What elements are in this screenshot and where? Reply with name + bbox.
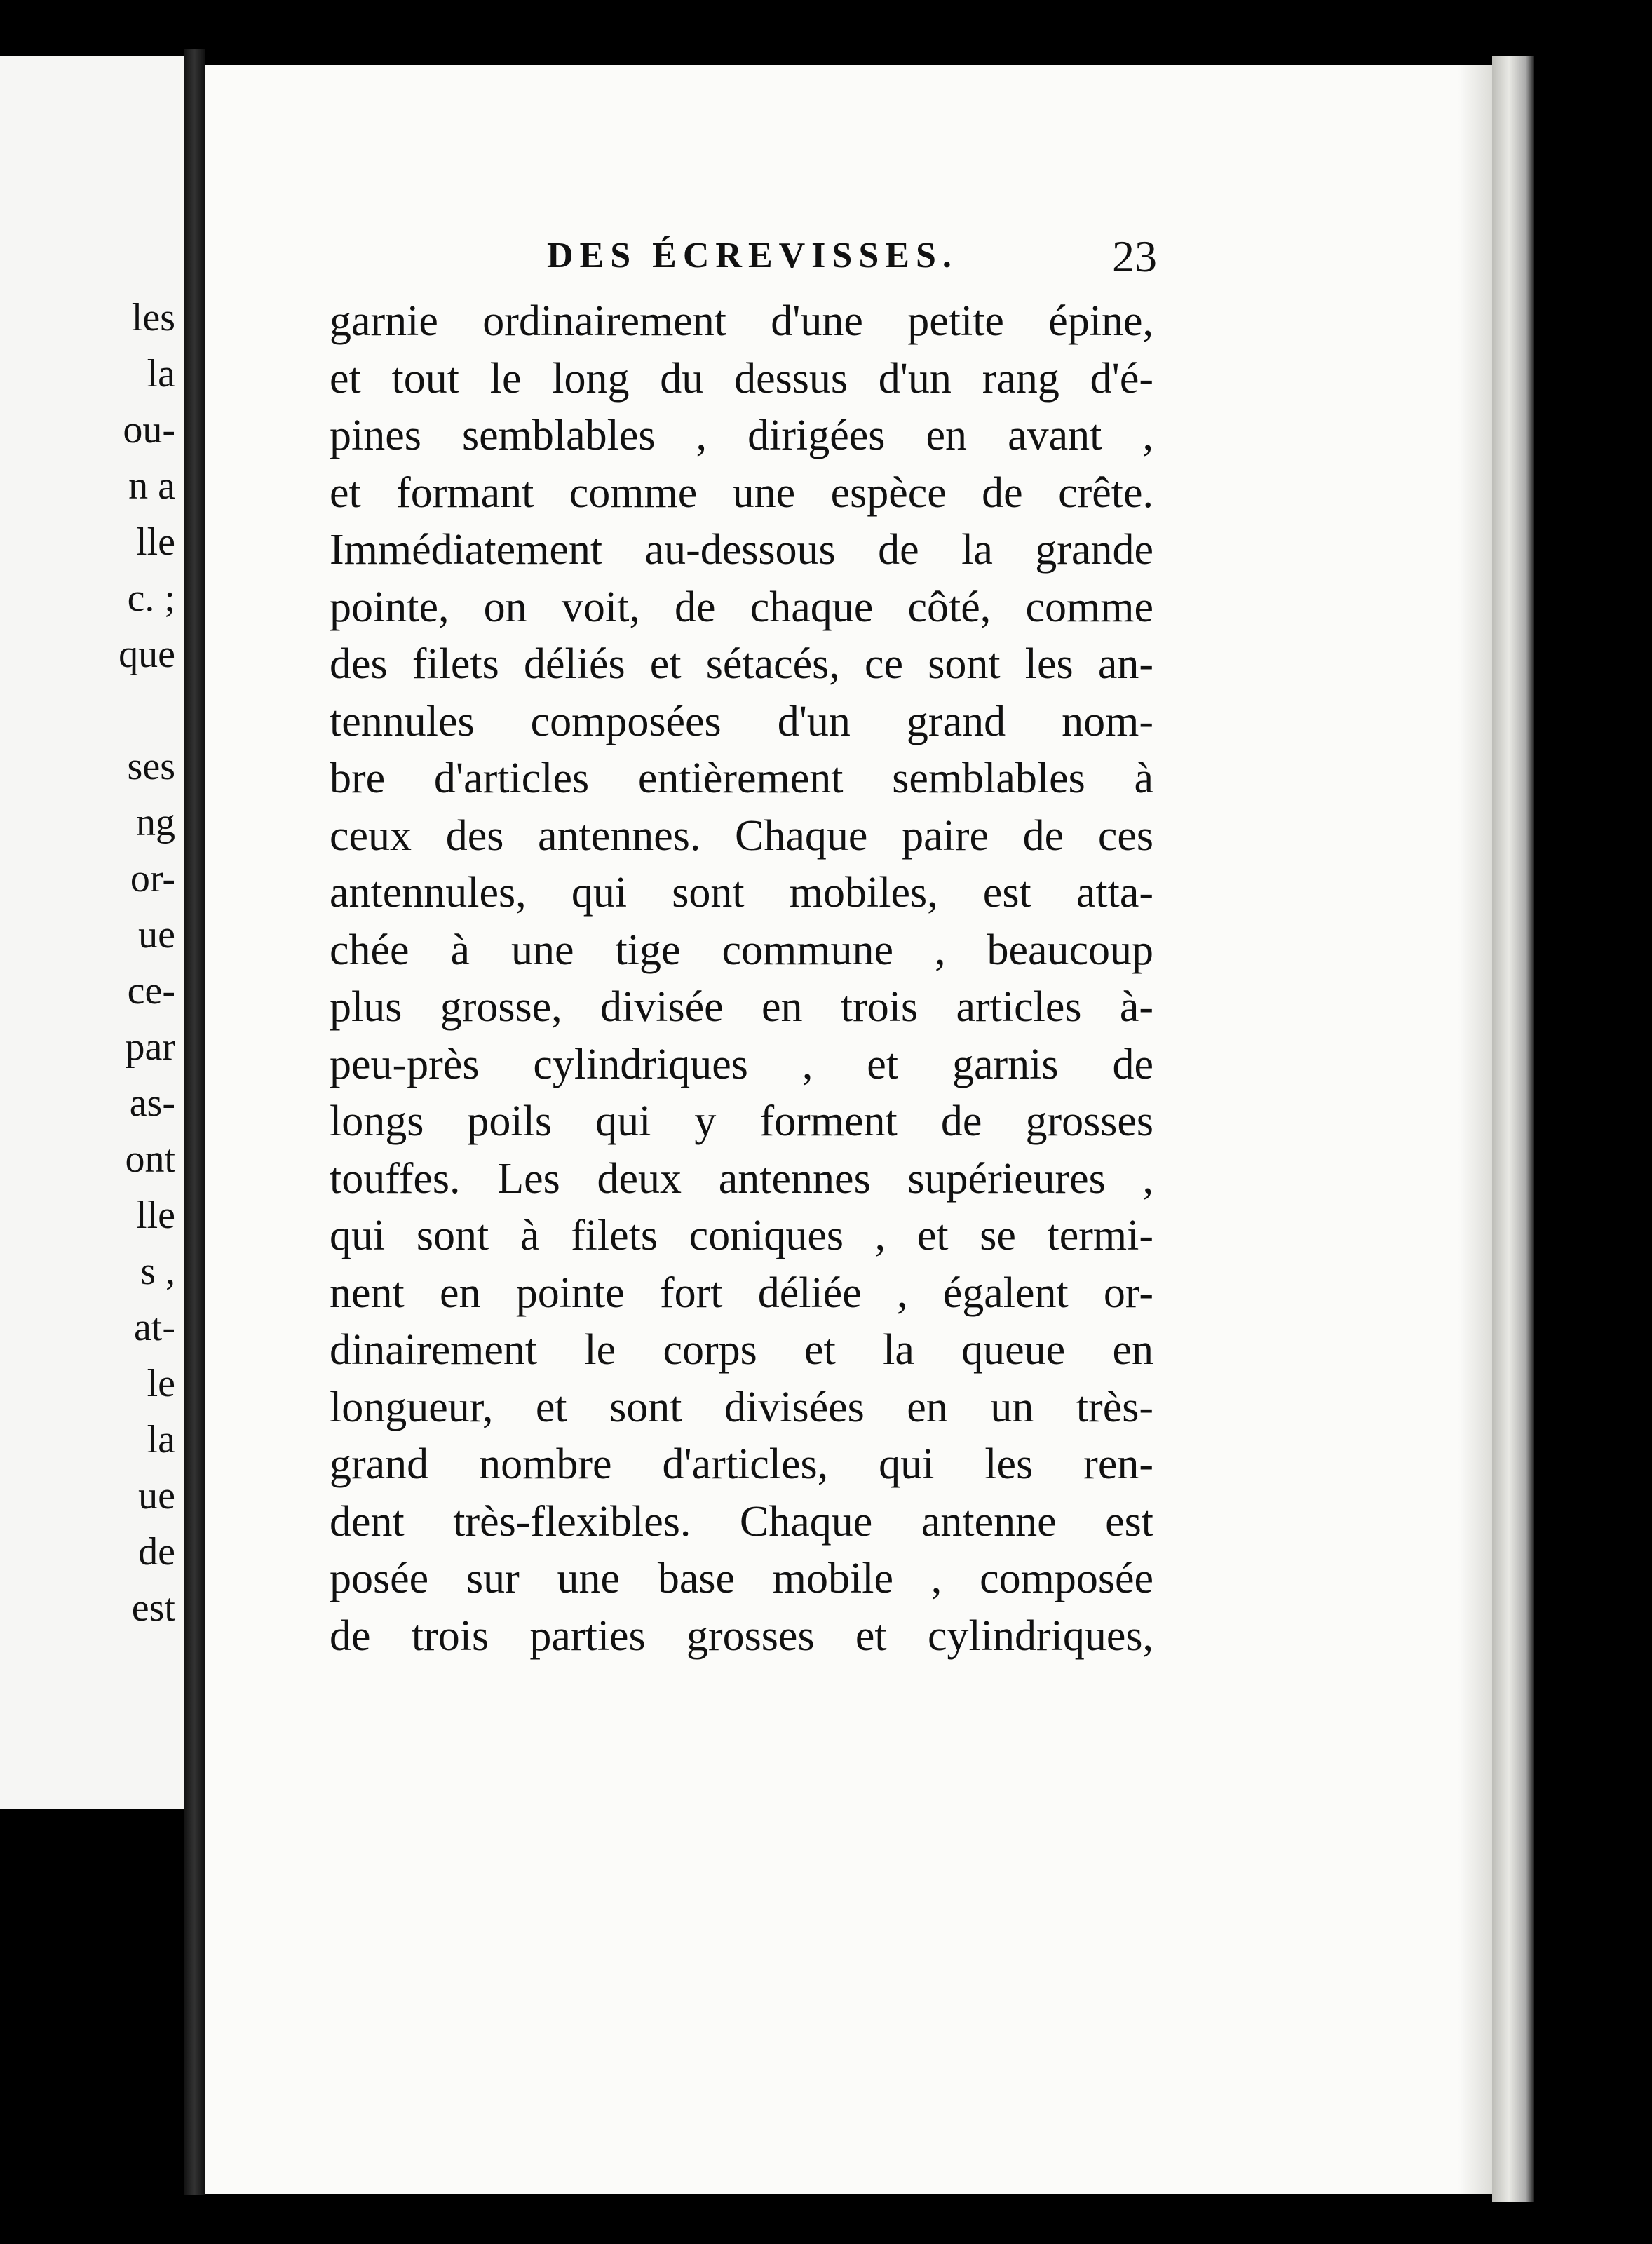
left-page-fragment: ses (127, 745, 175, 788)
text-line: nent en pointe fort déliée , égalent or- (330, 1269, 1153, 1317)
body-text (330, 293, 1153, 1665)
text-line: dent très-flexibles. Chaque antenne est (330, 1497, 1153, 1546)
text-line: chée à une tige commune , beaucoup (330, 926, 1153, 974)
left-page-fragment: que (119, 633, 175, 676)
left-page-fragment: de (138, 1530, 175, 1574)
text-line: longueur, et sont divisées en un très- (330, 1383, 1153, 1431)
text-line: tennules composées d'un grand nom- (330, 697, 1153, 745)
left-page-fragment: at- (133, 1306, 175, 1349)
left-page-fragment: ue (138, 913, 175, 957)
left-page-fragment: lle (136, 1194, 175, 1237)
text-line: plus grosse, divisée en trois articles à- (330, 983, 1153, 1031)
left-page-fragment: s , (140, 1250, 175, 1293)
left-page-fragment: par (125, 1025, 175, 1069)
left-page-fragment: c. ; (127, 576, 175, 620)
left-page-fragment: les (131, 296, 175, 339)
text-line: garnie ordinairement d'une petite épine, (330, 297, 1153, 345)
page-number: 23 (1112, 231, 1157, 281)
left-page-fragment: n a (128, 464, 175, 508)
text-line: posée sur une base mobile , composée (330, 1555, 1153, 1602)
previous-page-edge (0, 56, 186, 1809)
left-page-fragment: ue (138, 1474, 175, 1518)
text-line: et tout le long du dessus d'un rang d'é- (330, 354, 1153, 403)
text-line: et formant comme une espèce de crête. (330, 468, 1153, 517)
left-page-fragment: or- (130, 857, 175, 900)
text-line: des filets déliés et sétacés, ce sont les an- (330, 640, 1153, 688)
text-line: longs poils qui y forment de grosses (330, 1097, 1153, 1145)
text-line: bre d'articles entièrement semblables à (330, 755, 1153, 802)
text-line: antennules, qui sont mobiles, est atta- (330, 869, 1153, 917)
left-page-fragment: ce- (127, 969, 175, 1013)
left-page-fragment: as- (129, 1081, 175, 1125)
left-page-fragment: le (147, 1362, 175, 1405)
text-line: ceux des antennes. Chaque paire de ces (330, 811, 1153, 860)
left-page-fragment: la (147, 1418, 175, 1461)
text-line: dinairement le corps et la queue en (330, 1326, 1153, 1374)
page-edge-shadow (1492, 56, 1534, 2202)
text-line: touffes. Les deux antennes supérieures , (330, 1154, 1153, 1203)
left-page-fragment: lle (136, 520, 175, 564)
text-line: peu-près cylindriques , et garnis de (330, 1040, 1153, 1088)
page-header (344, 231, 1157, 284)
left-page-fragment: la (147, 352, 175, 396)
left-page-fragment: ng (136, 801, 175, 844)
left-page-fragment: est (131, 1586, 175, 1630)
running-title: DES ÉCREVISSES. (547, 236, 958, 276)
text-line: qui sont à filets coniques , et se termi- (330, 1212, 1153, 1259)
left-page-fragment: ou- (123, 408, 175, 452)
text-line: pointe, on voit, de chaque côté, comme (330, 583, 1153, 631)
book-gutter (184, 49, 205, 2195)
left-page-fragment: ont (125, 1137, 175, 1181)
text-line: pines semblables , dirigées en avant , (330, 412, 1153, 459)
text-line: de trois parties grosses et cylindriques, (330, 1611, 1153, 1660)
text-line: grand nombre d'articles, qui les ren- (330, 1440, 1153, 1488)
text-line: Immédiatement au-dessous de la grande (330, 526, 1153, 574)
